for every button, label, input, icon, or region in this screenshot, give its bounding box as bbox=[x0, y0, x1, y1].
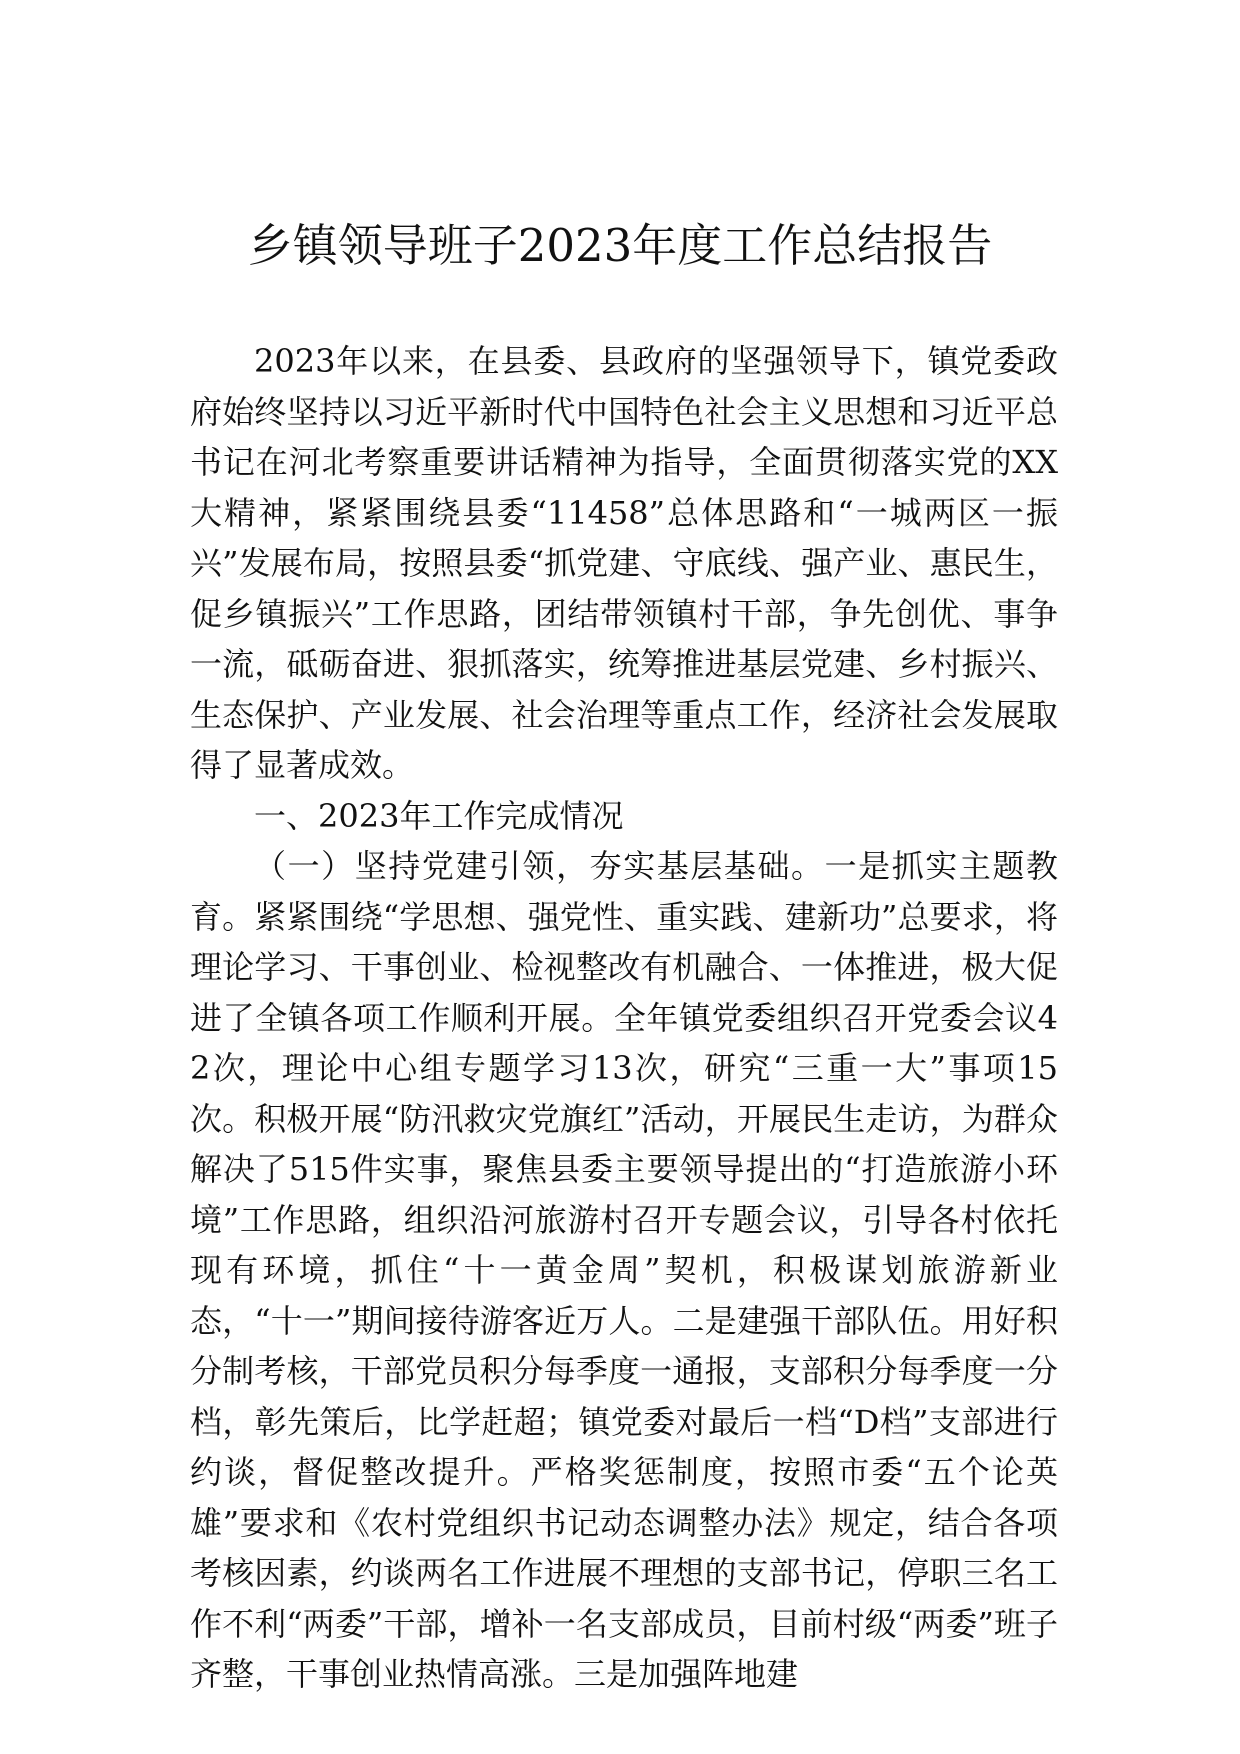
intro-paragraph: 2023年以来，在县委、县政府的坚强领导下，镇党委政府始终坚持以习近平新时代中国特色社会主义思想和习近平总书记在河北考察重要讲话精神为指导，全面贯彻落实党的XX大精神，紧紧围绕县委“11458”总体思路和“一城两区一振兴”发展布局，按照县委“抓党建、守底线、强产业、惠民生，促乡镇振兴”工作思路，团结带领镇村干部，争先创优、事争一流，砥砺奋进、狠抓落实，统筹推进基层党建、乡村振兴、生态保护、产业发展、社会治理等重点工作，经济社会发展取得了显著成效。 bbox=[190, 342, 1058, 784]
document-title: 乡镇领导班子2023年度工作总结报告 bbox=[247, 219, 993, 272]
subsection-paragraph: （一）坚持党建引领，夯实基层基础。一是抓实主题教育。紧紧围绕“学思想、强党性、重实践、建新功”总要求，将理论学习、干事创业、检视整改有机融合、一体推进，极大促进了全镇各项工作顺利开展。全年镇党委组织召开党委会议42次，理论中心组专题学习13次，研究“三重一大”事项15次。积极开展“防汛救灾党旗红”活动，开展民生走访，为群众解决了515件实事，聚焦县委主要领导提出的“打造旅游小环境”工作思路，组织沿河旅游村召开专题会议，引导各村依托现有环境，抓住“十一黄金周”契机，积极谋划旅游新业态，“十一”期间接待游客近万人。二是建强干部队伍。用好积分制考核，干部党员积分每季度一通报，支部积分每季度一分档，彰先策后，比学赶超；镇党委对最后一档“D档”支部进行约谈，督促整改提升。严格奖惩制度，按照市委“五个论英雄”要求和《农村党组织书记动态调整办法》规定，结合各项考核因素，约谈两名工作进展不理想的支部书记，停职三名工作不利“两委”干部，增补一名支部成员，目前村级“两委”班子齐整，干事创业热情高涨。三是加强阵地建 bbox=[190, 847, 1058, 1693]
document-body bbox=[190, 336, 1058, 1700]
section-heading: 一、2023年工作完成情况 bbox=[254, 796, 624, 835]
